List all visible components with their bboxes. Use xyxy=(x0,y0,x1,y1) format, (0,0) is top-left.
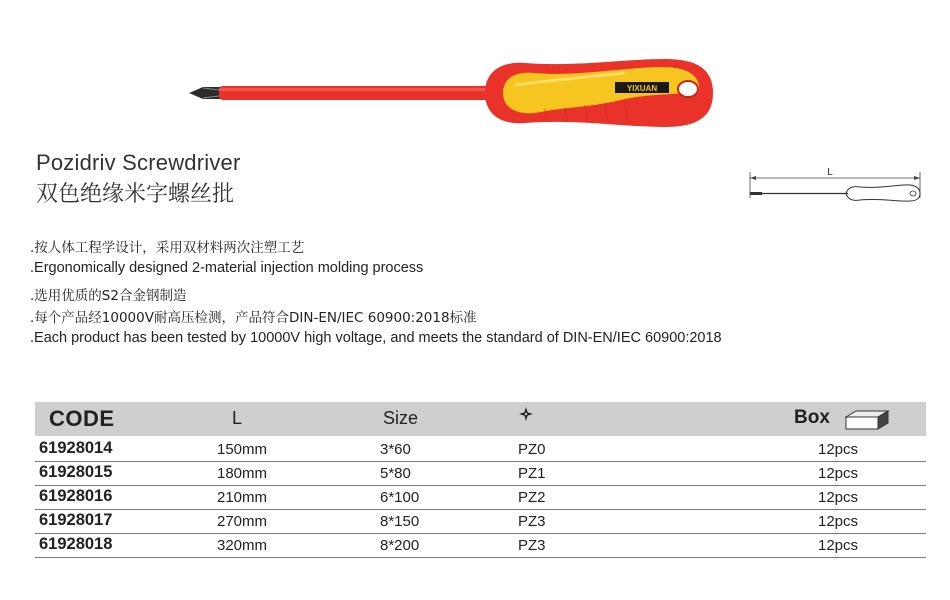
dimension-diagram xyxy=(740,162,930,210)
feature-voltage-test-en: .Each product has been tested by 10000V high voltage, and meets the standard of DIN-EN/IEC 60900:2018 xyxy=(30,330,722,346)
box-icon xyxy=(844,409,890,431)
column-header-length: L xyxy=(232,408,243,428)
table-row xyxy=(35,533,926,558)
cell-size: 8*200 xyxy=(380,537,420,554)
cell-tip: PZ1 xyxy=(518,465,546,482)
cell-length: 150mm xyxy=(217,441,268,458)
cell-length: 320mm xyxy=(217,537,268,554)
cell-tip: PZ3 xyxy=(518,513,546,530)
pozidriv-cross-icon xyxy=(519,405,533,426)
cell-code: 61928016 xyxy=(39,487,113,505)
table-row xyxy=(35,485,926,510)
dimension-label: L xyxy=(827,167,833,178)
table-row xyxy=(35,437,926,462)
cell-size: 6*100 xyxy=(380,489,420,506)
table-row xyxy=(35,461,926,486)
cell-box-qty: 12pcs xyxy=(818,465,859,482)
screwdriver-illustration xyxy=(185,55,725,135)
feature-ergonomic-cn: .按人体工程学设计，采用双材料两次注塑工艺 xyxy=(30,240,305,256)
cell-box-qty: 12pcs xyxy=(818,441,859,458)
cell-size: 3*60 xyxy=(380,441,411,458)
cell-code: 61928014 xyxy=(39,439,113,457)
feature-material-cn: .选用优质的S2合金钢制造 xyxy=(30,288,187,304)
cell-length: 210mm xyxy=(217,489,268,506)
cell-tip: PZ0 xyxy=(518,441,546,458)
handle-brand-label: YIXUAN xyxy=(626,84,658,93)
cell-length: 180mm xyxy=(217,465,268,482)
cell-size: 5*80 xyxy=(380,465,411,482)
product-title-en: Pozidriv Screwdriver xyxy=(36,150,241,175)
cell-code: 61928018 xyxy=(39,535,113,553)
feature-voltage-test-cn: .每个产品经10000V耐高压检测，产品符合DIN-EN/IEC 60900:2018标准 xyxy=(30,310,477,326)
column-header-box: Box xyxy=(794,407,830,428)
cell-tip: PZ2 xyxy=(518,489,546,506)
column-header-size: Size xyxy=(383,408,419,428)
cell-tip: PZ3 xyxy=(518,537,546,554)
cell-box-qty: 12pcs xyxy=(818,489,859,506)
cell-box-qty: 12pcs xyxy=(818,513,859,530)
cell-box-qty: 12pcs xyxy=(818,537,859,554)
spec-table-header xyxy=(35,402,926,436)
cell-length: 270mm xyxy=(217,513,268,530)
cell-code: 61928015 xyxy=(39,463,113,481)
feature-ergonomic-en: .Ergonomically designed 2-material injection molding process xyxy=(30,260,424,276)
cell-code: 61928017 xyxy=(39,511,113,529)
product-title-cn: 双色绝缘米字螺丝批 xyxy=(36,182,235,207)
cell-size: 8*150 xyxy=(380,513,420,530)
column-header-code: CODE xyxy=(49,406,115,431)
table-row xyxy=(35,509,926,534)
